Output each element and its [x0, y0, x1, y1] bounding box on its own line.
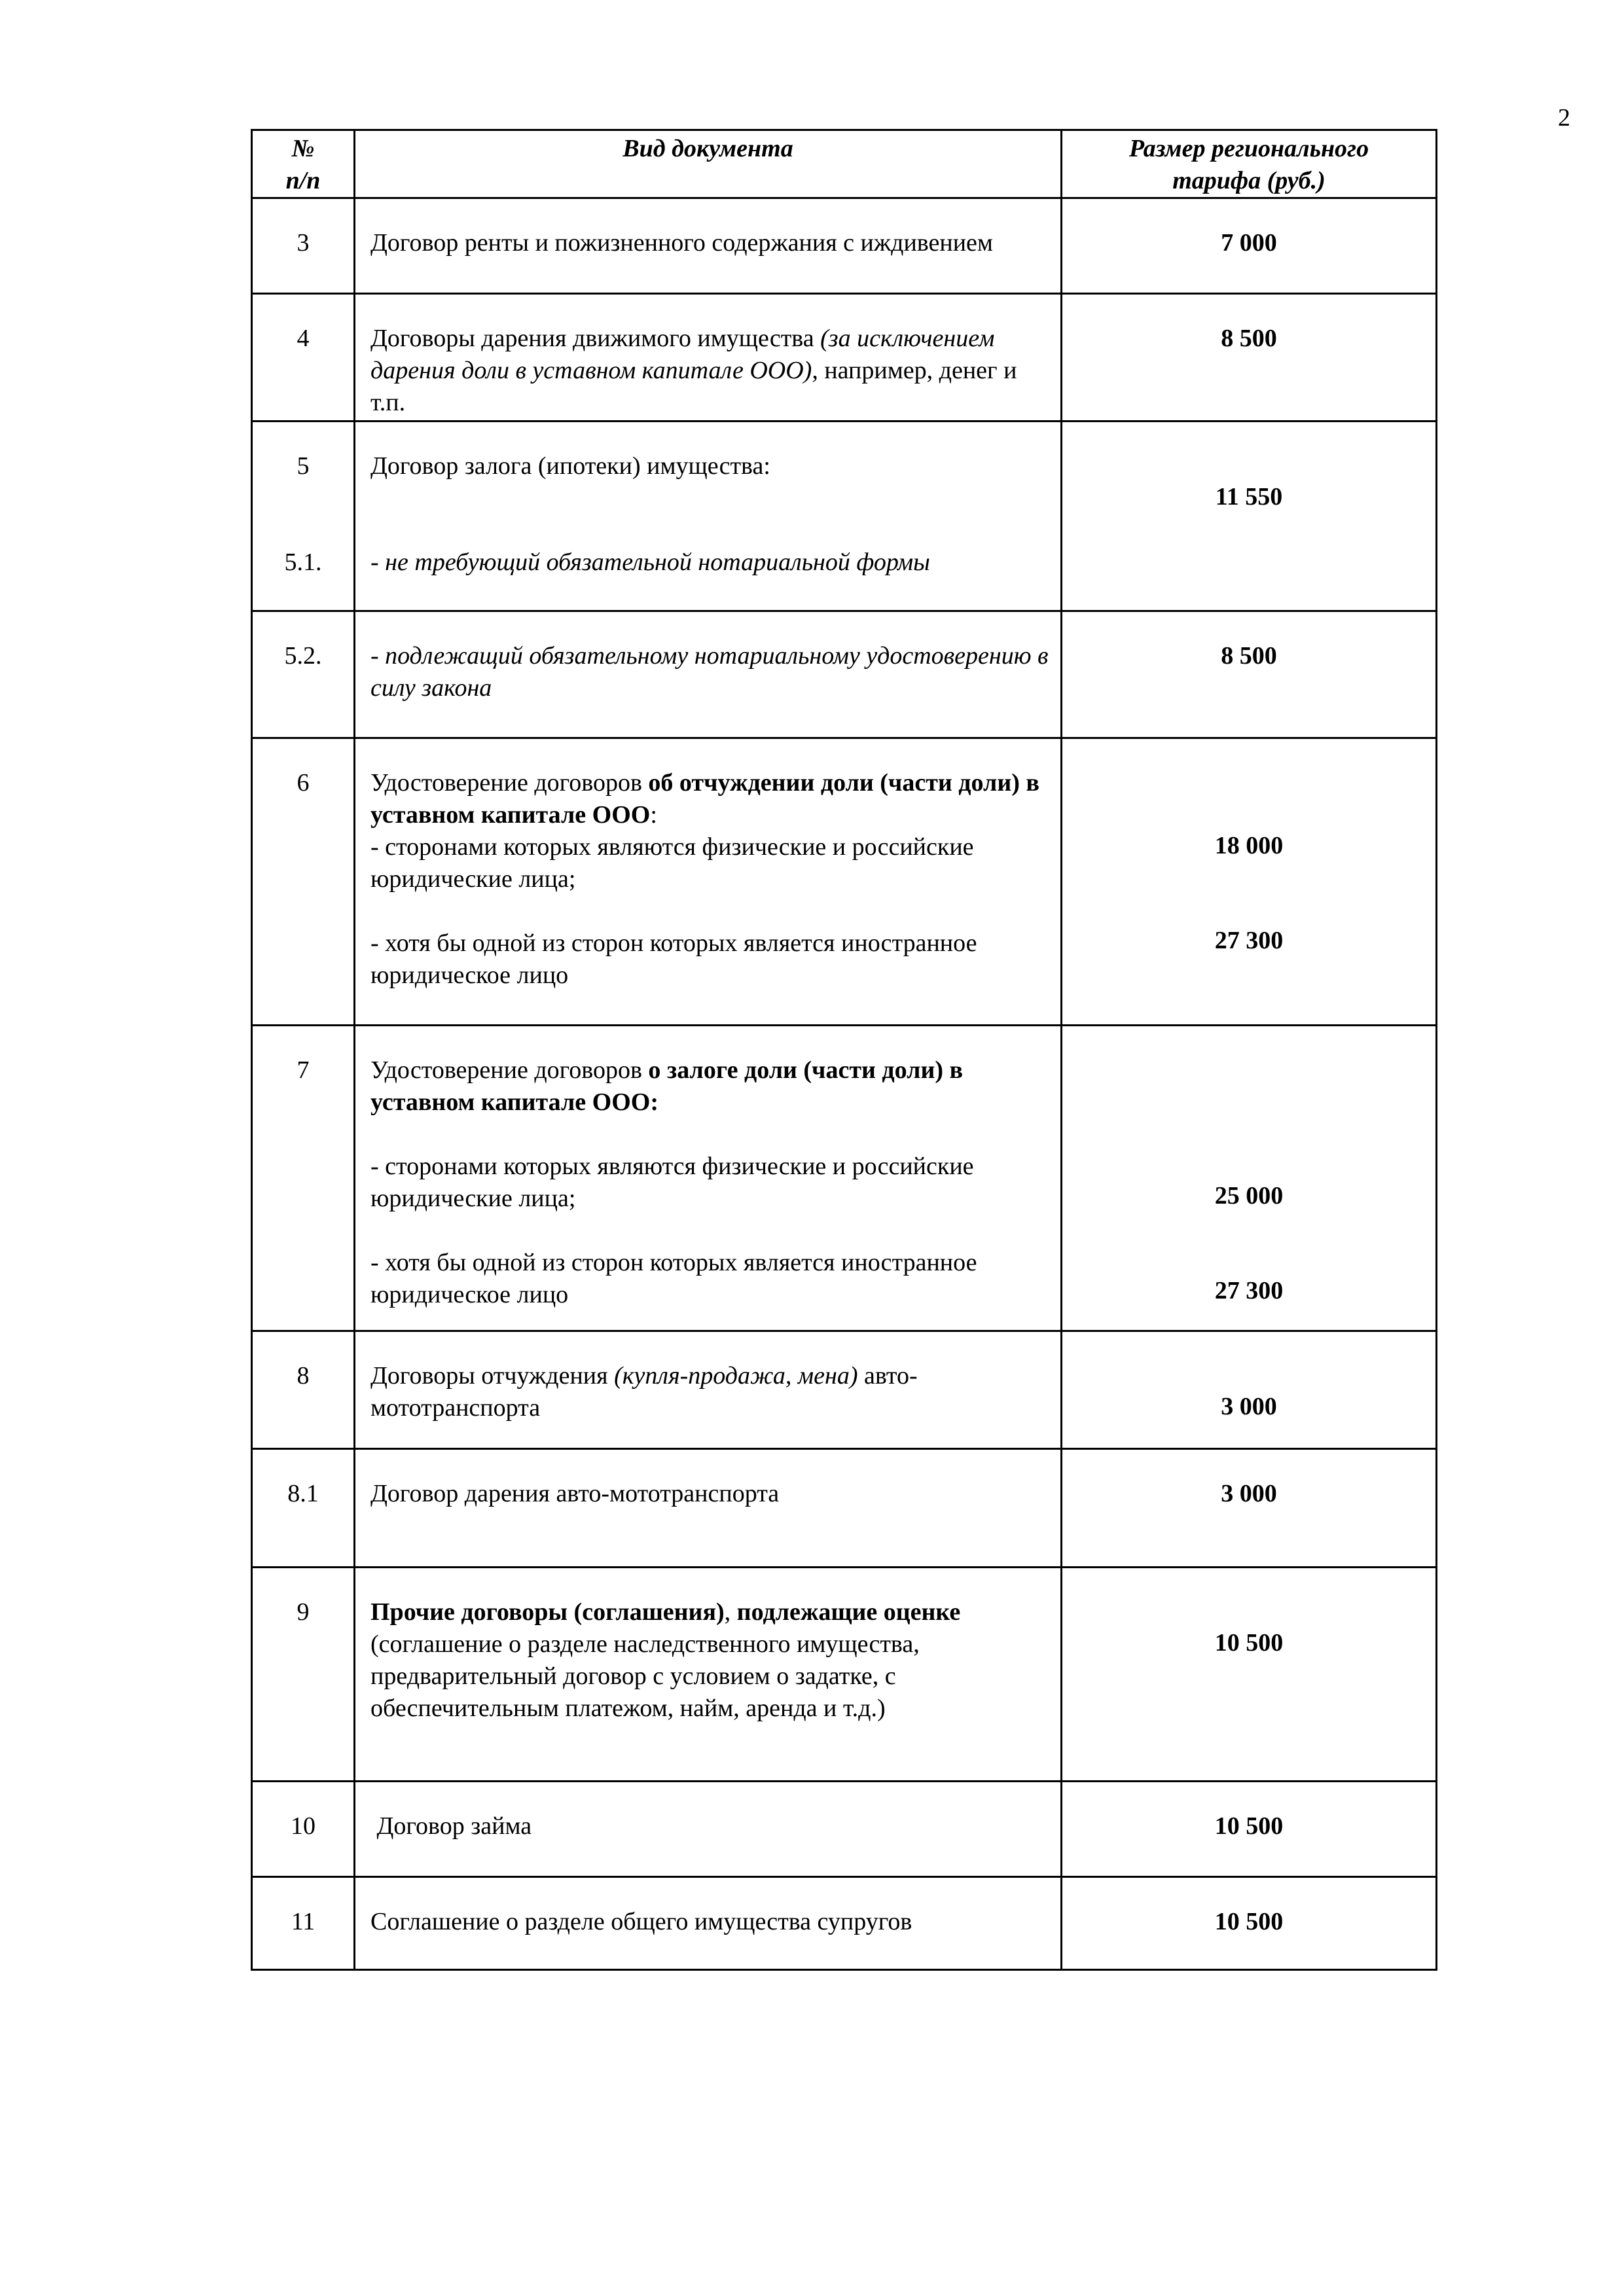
row-price: 7 000	[1062, 198, 1437, 294]
row-price-2: 27 300	[1214, 1277, 1284, 1304]
row-item: - сторонами которых являются физические и российские юридические лица;	[370, 833, 974, 893]
row-num: 4	[252, 294, 355, 422]
row-desc: Договор дарения авто-мототранспорта	[355, 1449, 1062, 1568]
row-num: 8.1	[252, 1449, 355, 1568]
row-desc: Прочие договоры (соглашения), подлежащие оценке (соглашение о разделе наследственного имущества, предварительный договор с условием о задатке, с обеспечительным платежом, найм, аренда и т.д.)	[355, 1568, 1062, 1782]
row-price: 8 500	[1062, 611, 1437, 738]
row-desc: Договоры отчуждения (купля-продажа, мена) авто-мототранспорта	[355, 1331, 1062, 1449]
table-row	[252, 1782, 1437, 1877]
row-price: 11 550	[1062, 422, 1437, 611]
row-price: 10 500	[1062, 1782, 1437, 1877]
row-num: 5 5.1.	[252, 422, 355, 611]
row-price-1: 18 000	[1214, 832, 1284, 859]
header-doc-type: Вид документа	[355, 130, 1062, 198]
row-desc: Удостоверение договоров о залоге доли (части доли) в уставном капитале ООО: - сторонами которых являются физические и российские юридические лица; - хотя бы одной из сторон которых является иностранное юридическое лицо	[355, 1026, 1062, 1331]
table-row	[252, 198, 1437, 294]
row-price: 10 500	[1062, 1568, 1437, 1782]
table-header-row	[252, 130, 1437, 198]
row-num: 10	[252, 1782, 355, 1877]
row-sub-num: 5.1.	[284, 548, 322, 576]
page-number: 2	[1558, 104, 1570, 132]
header-num: № п/п	[252, 130, 355, 198]
row-desc: Договор ренты и пожизненного содержания с иждивением	[355, 198, 1062, 294]
row-num: 6	[252, 738, 355, 1026]
row-price-1: 25 000	[1214, 1182, 1284, 1210]
row-price: 8 500	[1062, 294, 1437, 422]
row-desc: - подлежащий обязательному нотариальному удостоверению в силу закона	[355, 611, 1062, 738]
table-row	[252, 1877, 1437, 1970]
row-price: 3 000	[1062, 1331, 1437, 1449]
table-row	[252, 1568, 1437, 1782]
row-item: - сторонами которых являются физические и российские юридические лица;	[370, 1153, 974, 1212]
row-num: 7	[252, 1026, 355, 1331]
row-price	[1062, 738, 1437, 1026]
row-num: 9	[252, 1568, 355, 1782]
row-price-2: 27 300	[1214, 927, 1284, 954]
table-row	[252, 1026, 1437, 1331]
table-row	[252, 1331, 1437, 1449]
row-item: - хотя бы одной из сторон которых является иностранное юридическое лицо	[370, 929, 977, 989]
row-price: 3 000	[1062, 1449, 1437, 1568]
tariff-table	[251, 129, 1437, 1971]
row-sub-desc: - не требующий обязательной нотариальной формы	[370, 548, 930, 576]
row-desc: Удостоверение договоров об отчуждении доли (части доли) в уставном капитале ООО: - сторонами которых являются физические и российские юридические лица; - хотя бы одной из сторон которых является иностранное юридическое лицо	[355, 738, 1062, 1026]
row-num: 11	[252, 1877, 355, 1970]
row-num: 8	[252, 1331, 355, 1449]
row-desc: Договор займа	[355, 1782, 1062, 1877]
table-row	[252, 611, 1437, 738]
row-item: - хотя бы одной из сторон которых является иностранное юридическое лицо	[370, 1249, 977, 1308]
row-desc: Договоры дарения движимого имущества (за исключением дарения доли в уставном капитале ООО), например, денег и т.п.	[355, 294, 1062, 422]
table-row	[252, 294, 1437, 422]
row-num: 3	[252, 198, 355, 294]
header-tariff: Размер регионального тарифа (руб.)	[1062, 130, 1437, 198]
row-price: 10 500	[1062, 1877, 1437, 1970]
row-num: 5.2.	[252, 611, 355, 738]
table-row	[252, 422, 1437, 611]
row-price	[1062, 1026, 1437, 1331]
table-row	[252, 738, 1437, 1026]
table-row	[252, 1449, 1437, 1568]
row-desc: Договор залога (ипотеки) имущества: - не требующий обязательной нотариальной формы	[355, 422, 1062, 611]
row-desc: Соглашение о разделе общего имущества супругов	[355, 1877, 1062, 1970]
